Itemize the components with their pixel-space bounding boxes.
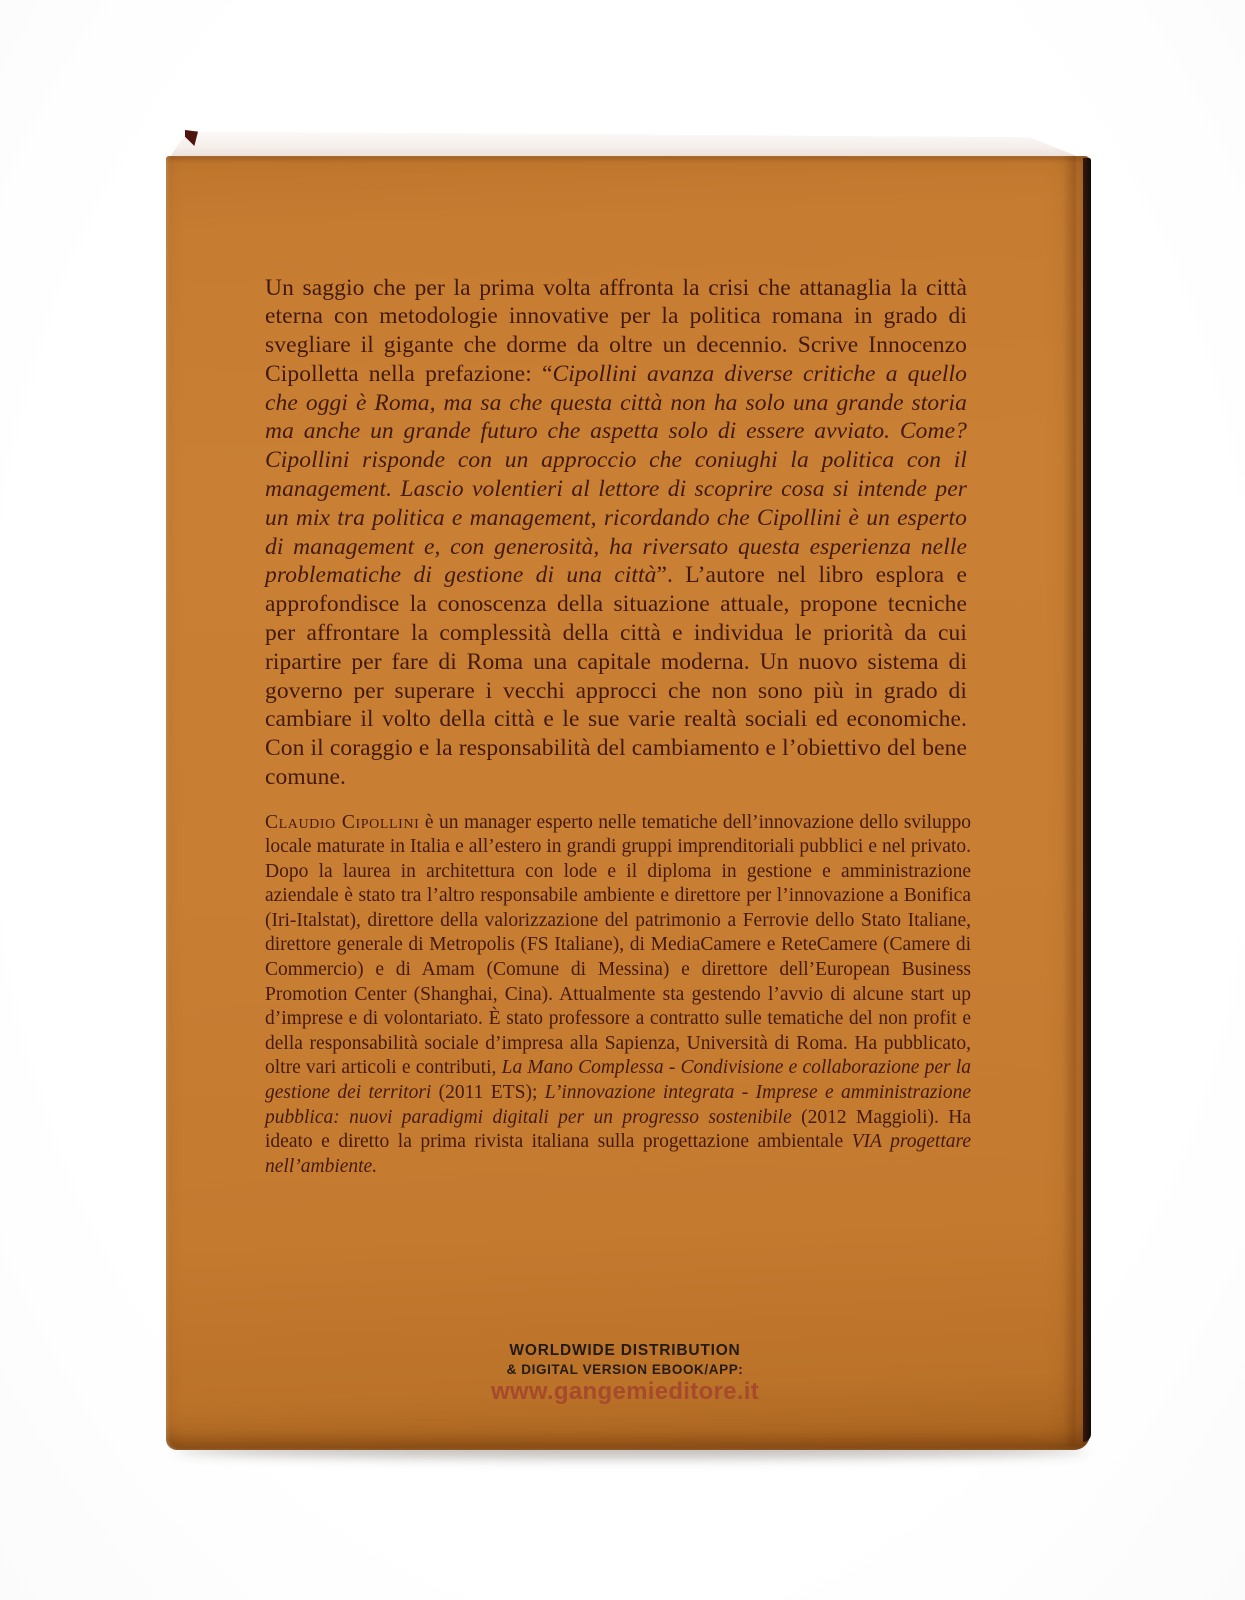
- book-back-cover-photo: [166, 128, 1090, 1450]
- publisher-block: [166, 1342, 1084, 1406]
- text-segment-italic: L’innovazione integrata - Imprese e amministrazione pubblica: nuovi paradigmi digitali per un progresso sostenibile: [265, 1082, 971, 1128]
- text-segment-normal: ”. L’autore nel libro esplora e approfondisce la conoscenza della situazione attuale, propone tecniche per affrontare la complessità della città e individua le priorità da cui ripartire per fare di Roma una capitale moderna. Un nuovo sistema di governo per superare i vecchi approcci che non sono più in grado di cambiare il volto della città e le sue varie realtà sociali ed economiche. Con il coraggio e la responsabilità del cambiamento e l’obiettivo del bene comune.: [265, 562, 967, 791]
- text-segment-smallcaps: Claudio Cipollini: [265, 811, 420, 833]
- back-cover: [166, 156, 1090, 1450]
- cover-fold-crease: [1063, 156, 1077, 1446]
- author-bio-paragraph: [265, 811, 971, 1180]
- synopsis-paragraph: [265, 274, 967, 792]
- text-segment-normal: (2011 ETS);: [431, 1082, 545, 1104]
- publisher-website-url: www.gangemieditore.it: [490, 1378, 760, 1405]
- publisher-distribution-line: WORLDWIDE DISTRIBUTION: [509, 1342, 741, 1359]
- spine-edge: [1083, 158, 1091, 1442]
- publisher-digital-version-line: & DIGITAL VERSION EBOOK/APP:: [506, 1362, 744, 1377]
- text-segment-normal: è un manager esperto nelle tematiche dell’innovazione dello sviluppo locale maturate in Italia e all’estero in grandi gruppi imprenditoriali pubblici e nel privato. Dopo la laurea in architettura con lode e il diploma in gestione e amministrazione aziendale è stato tra l’altro responsabile ambiente e direttore per l’innovazione a Bonifica (Iri-Italstat), direttore della valorizzazione del patrimonio a Ferrovie dello Stato Italiane, direttore generale di Metropolis (FS Italiane), di MediaCamere e ReteCamere (Camere di Commercio) e di Amam (Comune di Messina) e direttore dell’European Business Promotion Center (Shanghai, Cina). Attualmente sta gestendo l’avvio di alcune start up d’imprese e di volontariato. È stato professore a contratto sulle tematiche del non profit e della responsabilità sociale d’impresa alla Sapienza, Università di Roma. Ha pubblicato, oltre vari articoli e contributi,: [265, 811, 971, 1079]
- text-segment-italic: Cipollini avanza diverse critiche a quello che oggi è Roma, ma sa che questa città non ha solo una grande storia ma anche un grande futuro che aspetta solo di essere avviato. Come? Cipollini risponde con un approccio che coniughi la politica con il management. Lascio volentieri al lettore di scoprire cosa si intende per un mix tra politica e management, ricordando che Cipollini è un esperto di management e, con generosità, ha riversato questa esperienza nelle problematiche di gestione di una città: [265, 360, 967, 589]
- text-segment-italic: La Mano Complessa - Condivisione e collaborazione per la gestione dei territori: [265, 1057, 972, 1104]
- text-segment-normal: Un saggio che per la prima volta affronta la crisi che attanaglia la città eterna con metodologie innovative per la politica romana in grado di svegliare il gigante che dorme da oltre un decennio. Scrive Innocenzo Cipolletta nella prefazione: “: [265, 274, 967, 387]
- text-segment-italic: VIA progettare nell’ambiente.: [265, 1131, 972, 1177]
- text-segment-normal: (2012 Maggioli). Ha ideato e diretto la prima rivista italiana sulla progettazione ambientale: [265, 1106, 971, 1153]
